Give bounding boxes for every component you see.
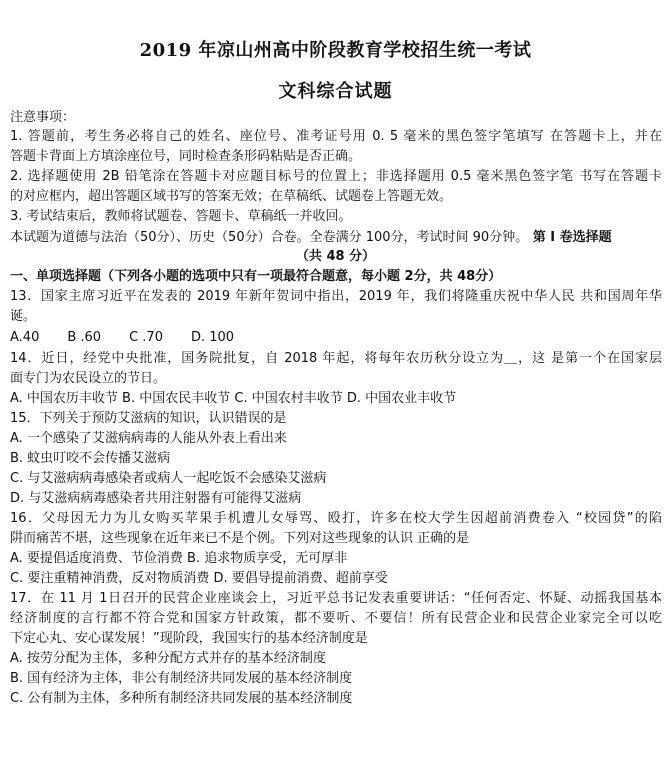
- exam-intro-text: 本试题为道德与法治（50分）、历史（50分）合卷。全卷满分 100分，考试时间 90分钟。: [10, 230, 529, 245]
- part-score: （共 48 分）: [295, 249, 376, 264]
- notice-line: 2. 选择题使用 2B 铅笔涂在答题卡对应题目标号的位置上；非选择题用 0.5 毫米黑色签字笔 书写在答题卡: [10, 169, 662, 184]
- option-c: C .70: [129, 330, 163, 345]
- question-16-options-ab: A. 要提倡适度消费、节俭消费 B. 追求物质享受，无可厚非: [10, 551, 348, 566]
- question-14-options: A. 中国农历丰收节 B. 中国农民丰收节 C. 中国农村丰收节 D. 中国农业丰收节: [10, 391, 457, 406]
- notice-line: 1. 答题前，考生务必将自己的姓名、座位号、准考证号用 0. 5 毫米的黑色签字笔填写 在答题卡上，并在: [10, 129, 662, 144]
- exam-title: 2019 年凉山州高中阶段教育学校招生统一考试: [139, 40, 532, 61]
- question-15-option-a: A. 一个感染了艾滋病病毒的人能从外表上看出来: [10, 431, 287, 446]
- part-title: 第 I 卷选择题: [528, 230, 612, 245]
- question-15-option-b: B. 蚊虫叮咬不会传播艾滋病: [10, 451, 171, 466]
- question-13-stem-cont: 诞。: [10, 309, 37, 324]
- question-17-option-b: B. 国有经济为主体，非公有制经济共同发展的基本经济制度: [10, 671, 353, 686]
- question-16-options-cd: C. 要注重精神消费，反对物质消费 D. 要倡导提前消费、超前享受: [10, 571, 388, 586]
- notice-line: 3. 考试结束后，教师将试题卷、答题卡、草稿纸一并收回。: [10, 209, 352, 224]
- option-a: A.40: [10, 330, 40, 345]
- section-heading: 一、单项选择题（下列各小题的选项中只有一项最符合题意，每小题 2分，共 48分）: [10, 269, 502, 284]
- option-b: B .60: [67, 330, 102, 345]
- question-13-options: [10, 328, 662, 347]
- question-15-stem: 15．下列关于预防艾滋病的知识，认识错误的是: [10, 411, 287, 426]
- question-17-option-a: A. 按劳分配为主体，多种分配方式并存的基本经济制度: [10, 651, 326, 666]
- notice-line: 答题卡背面上方填涂座位号，同时检查条形码粘贴是否正确。: [10, 149, 362, 164]
- exam-intro: [10, 228, 662, 247]
- notice-line: 的对应框内，超出答题区域书写的答案无效；在草稿纸、试题卷上答题无效。: [10, 189, 453, 204]
- question-15-option-d: D. 与艾滋病病毒感染者共用注射器有可能得艾滋病: [10, 491, 302, 506]
- question-16-stem-cont: 阱而痛苦不堪，这些现象在近年来已不是个例。下列对这些现象的认识 正确的是: [10, 531, 470, 546]
- question-14-stem: 14．近日，经党中央批准，国务院批复，自 2018 年起，将每年农历秋分设立为＿，这 是第一个在国家层: [10, 351, 662, 366]
- notice-heading: 注意事项：: [10, 110, 76, 125]
- exam-subtitle: 文科综合试题: [278, 81, 393, 102]
- question-13-stem: 13．国家主席习近平在发表的 2019 年新年贺词中指出，2019 年，我们将隆重庆祝中华人民 共和国周年华: [10, 289, 662, 304]
- option-d: D. 100: [190, 330, 235, 345]
- question-14-stem-cont: 面专门为农民设立的节日。: [10, 371, 167, 386]
- question-15-option-c: C. 与艾滋病病毒感染者或病人一起吃饭不会感染艾滋病: [10, 471, 327, 486]
- question-17-stem-end: 下定心丸、安心谋发展！”现阶段，我国实行的基本经济制度是: [10, 631, 368, 646]
- question-16-stem: 16．父母因无力为儿女购买苹果手机遭儿女辱骂、殴打，许多在校大学生因超前消费卷入 “校园贷”的陷: [10, 511, 662, 526]
- question-17-option-c: C. 公有制为主体，多种所有制经济共同发展的基本经济制度: [10, 691, 353, 706]
- question-17-stem: 17．在 11 月 1日召开的民营企业座谈会上，习近平总书记发表重要讲话：“任何否定、怀疑、动摇我国基本: [10, 591, 662, 606]
- question-17-stem-cont: 经济制度的言行都不符合党和国家方针政策，都不要听、不要信！所有民营企业和民营企业家完全可以吃: [10, 611, 662, 626]
